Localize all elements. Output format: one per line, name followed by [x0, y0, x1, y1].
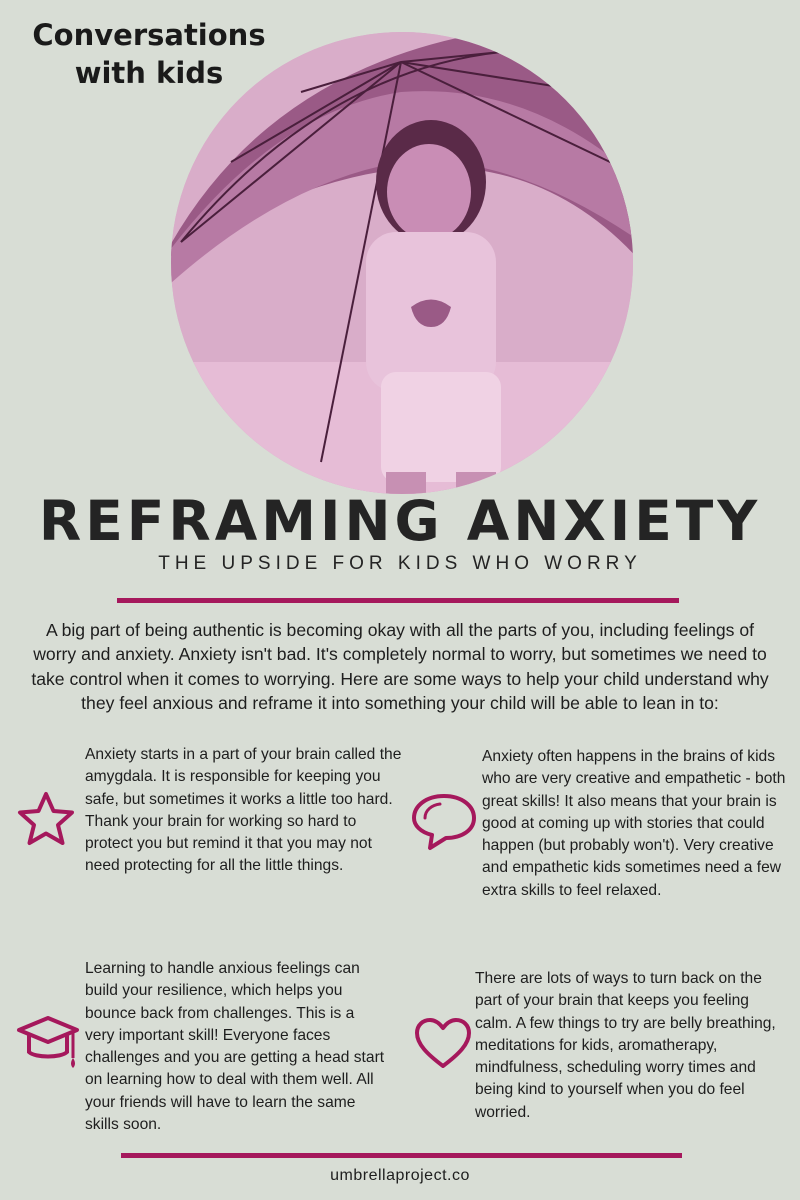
footer-website: umbrellaproject.co — [330, 1167, 470, 1184]
speech-bubble-icon — [410, 792, 478, 857]
tip-amygdala: Anxiety starts in a part of your brain called the amygdala. It is responsible for keeping you safe, but sometimes it works a little too hard. Thank your brain for working so hard to protect you but remind it that you may not need protecting for all the little things. — [85, 746, 402, 875]
subtitle: THE UPSIDE FOR KIDS WHO WORRY — [158, 553, 642, 574]
series-title: Conversations with kids — [32, 18, 266, 90]
main-title: REFRAMING ANXIETY — [38, 489, 762, 553]
star-icon — [15, 790, 77, 853]
heart-icon — [413, 1016, 473, 1077]
graduation-cap-icon — [15, 1012, 81, 1079]
child-umbrella-photo — [171, 32, 633, 494]
divider-bottom — [121, 1153, 682, 1158]
tip-resilience: Learning to handle anxious feelings can build your resilience, which helps you bounce back from challenges. This is a very important skill! Everyone faces challenges and you are getting a head start on learning how to deal with them well. All your friends will have to learn the same skills soon. — [85, 960, 385, 1134]
divider-top — [117, 598, 679, 603]
intro-paragraph: A big part of being authentic is becoming okay with all the parts of you, including feelings of worry and anxiety. Anxiety isn't bad. It's completely normal to worry, but sometimes we need to take control when it comes to worrying. Here are some ways to help your child understand why they feel anxious and reframe it into something your child will be able to lean in to: — [31, 620, 769, 714]
tip-creative-kids: Anxiety often happens in the brains of kids who are very creative and empathetic - both great skills! It also means that your brain is good at coming up with stories that could happen (but probably won't). Very creative and empathetic kids sometimes need a few extra skills to feel relaxed. — [482, 748, 786, 899]
tip-calm-strategies: There are lots of ways to turn back on the part of your brain that keeps you feeling calm. A few things to try are belly breathing, meditations for kids, aromatherapy, mindfulness, scheduling worry times and being kind to yourself when you do feel worried. — [475, 970, 776, 1121]
